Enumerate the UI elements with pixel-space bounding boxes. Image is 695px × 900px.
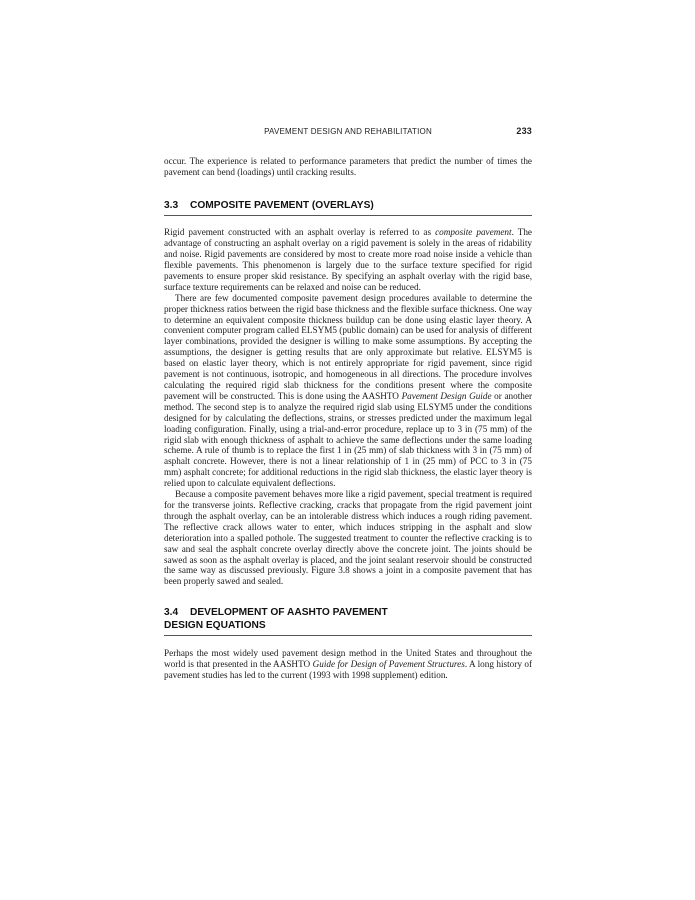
section-3-3-paragraph-3: Because a composite pavement behaves more like a rigid pavement, special treatment is required for the transverse joints. Reflective cracking, cracks that propagate from the rigid pavement joint through the asphalt overlay, can be an intolerable distress which induces a rough riding pavement. The reflective crack allows water to enter, which induces stripping in the asphalt and slow deterioration into a spalled pothole. The suggested treatment to counter the reflective cracking is to saw and seal the asphalt concrete overlay directly above the concrete joint. The joints should be sawed as soon as the asphalt overlay is placed, and the joint sealant reservoir should be constructed the same way as discussed previously. Figure 3.8 shows a joint in a composite pavement that has been properly sawed and sealed.	[164, 489, 532, 587]
section-3-3-paragraph-1	[164, 227, 532, 292]
s33-p2-before: There are few documented composite pavement design procedures available to determine the proper thickness ratios between the rigid base thickness and the flexible surface thickness. One way to determine an equivalent composite thickness buildup can be done using elastic layer theory. A convenient computer program called ELSYM5 (public domain) can be used for analysis of different layer combinations, provided the designer is willing to make some assumptions. By accepting the assumptions, the designer is getting results that are only approximate but relative. ELSYM5 is based on elastic layer theory, which is not entirely appropriate for rigid pavement, since rigid pavement is not continuous, isotropic, and homogeneous in all directions. The procedure involves calculating the required rigid slab thickness for the conditions present where the composite pavement will be constructed. This is done using the AASHTO	[164, 292, 532, 401]
s34-p1-after: . A long history of pavement studies has led to the current (1993 with 1998 supplement) edition.	[164, 659, 533, 681]
intro-paragraph: occur. The experience is related to performance parameters that predict the number of times the pavement can bend (loadings) until cracking results.	[164, 156, 532, 177]
s33-p2-after: or another method. The second step is to analyze the required rigid slab using ELSYM5 under the conditions designed for by calculating the deflections, strains, or stresses predicted under the maximum legal loading configuration. Finally, using a trial-and-error procedure, replace up to 3 in (75 mm) of the rigid slab with enough thickness of asphalt to achieve the same deflections under the same loading scheme. A rule of thumb is to replace the first 1 in (25 mm) of slab thickness with 3 in (75 mm) of asphalt concrete. However, there is not a linear relationship of 1 in (25 mm) of PCC to 3 in (75 mm) asphalt concrete; for additional reductions in the rigid slab thickness, the elastic layer theory is relied upon to calculate equivalent deflections.	[164, 390, 533, 489]
s34-p1-emphasis: Guide for Design of Pavement Structures	[312, 659, 465, 670]
section-3-4-number: 3.4	[164, 607, 179, 619]
section-3-4-heading	[164, 607, 532, 636]
s33-p1-before: Rigid pavement constructed with an asphalt overlay is referred to as	[164, 227, 436, 238]
section-3-4-title-line-1: DEVELOPMENT OF AASHTO PAVEMENT	[190, 607, 388, 619]
section-3-3-body	[164, 227, 532, 587]
section-3-4-body	[164, 648, 532, 681]
section-3-3-number: 3.3	[164, 199, 179, 211]
s33-p1-after: . The advantage of constructing an asphalt overlay on a rigid pavement is solely in the areas of ridability and noise. Rigid pavements are considered by most to create more road noise inside a vehicle than flexible pavements. This phenomenon is largely due to the surface texture specified for rigid pavements to ensure proper skid resistance. By specifying an asphalt overlay with the rigid base, surface texture requirements can be relaxed and noise can be reduced.	[164, 227, 532, 292]
book-page	[164, 126, 532, 681]
running-head	[164, 126, 532, 140]
section-3-3-paragraph-2	[164, 293, 532, 489]
running-head-title: PAVEMENT DESIGN AND REHABILITATION	[264, 127, 432, 136]
section-3-3-title: COMPOSITE PAVEMENT (OVERLAYS)	[190, 199, 374, 211]
page-number: 233	[516, 126, 532, 136]
s33-p2-emphasis: Pavement Design Guide	[401, 390, 492, 401]
s34-p1-before: Perhaps the most widely used pavement design method in the United States and throughout the world is that presented in the AASHTO	[164, 648, 532, 670]
s33-p1-emphasis: composite pavement	[435, 227, 512, 238]
section-3-4-paragraph-1	[164, 648, 532, 681]
section-3-3-heading	[164, 200, 532, 217]
section-3-4-title-line-2: DESIGN EQUATIONS	[164, 619, 266, 631]
